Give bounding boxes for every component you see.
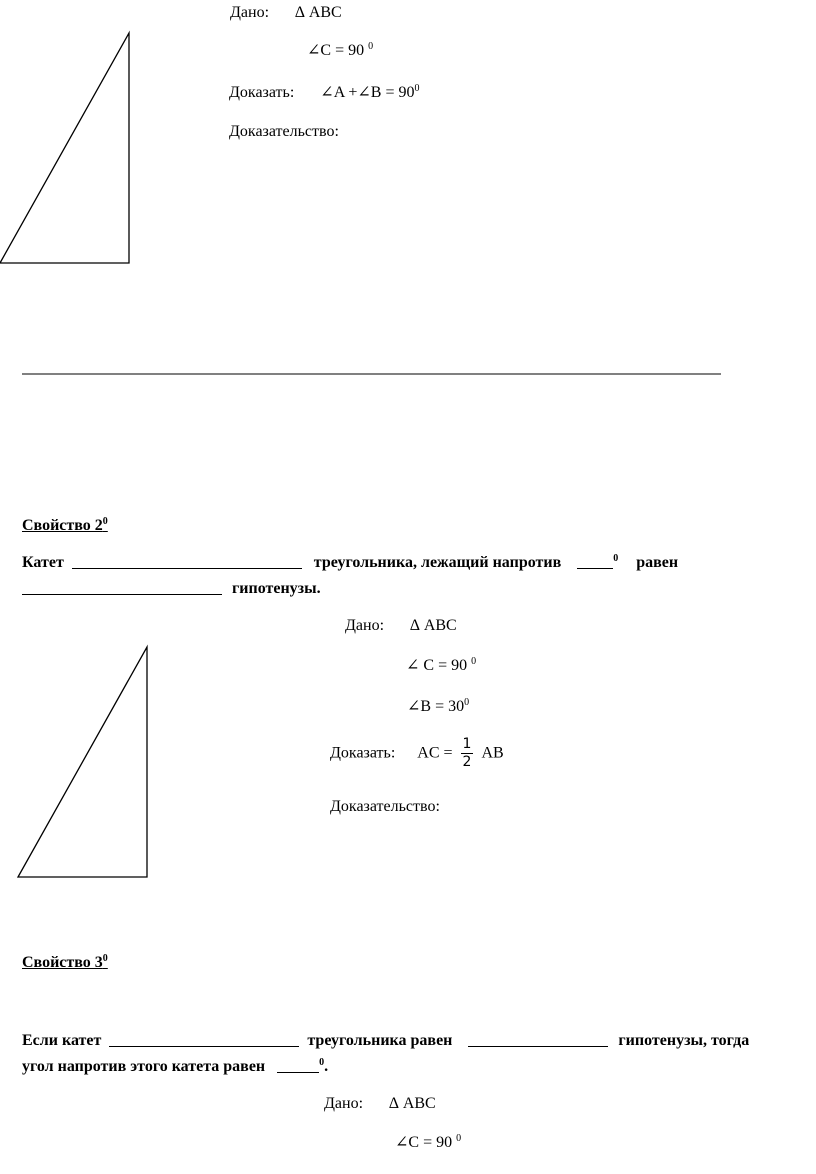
given-property3: Дано: ∆ ABC <box>324 1095 436 1112</box>
property3-text-line2: угол напротив этого катета равен $^0$. <box>22 1057 329 1075</box>
prove-block1: Доказать: ∠A +∠B = $90^0$ <box>229 83 420 101</box>
proof-label-property2: Доказательство: <box>330 798 440 815</box>
blank-field[interactable] <box>72 554 302 569</box>
prove-property2: Доказать: AC = $\frac{1}{2}$ AB <box>330 736 504 770</box>
angle-c-property3: ∠C = 90 $^0$ <box>395 1133 462 1151</box>
given-block1: Дано: ∆ ABC <box>230 4 342 21</box>
triangle-label: ∆ ABC <box>389 1095 436 1112</box>
blank-field[interactable] <box>468 1032 608 1047</box>
angle-c-block1: ∠C = 90 $^0$ <box>307 41 374 59</box>
proof-label-block1: Доказательство: <box>229 123 339 140</box>
blank-field[interactable] <box>277 1058 319 1073</box>
blank-field[interactable] <box>109 1032 299 1047</box>
triangle-2 <box>18 647 147 877</box>
property3-title: Свойство $3^0$ <box>22 953 108 971</box>
angle-b-property2: ∠B = $30^0$ <box>407 697 470 715</box>
given-property2: Дано: ∆ ABC <box>345 617 457 634</box>
property2-text-line2: гипотенузы. <box>22 579 321 598</box>
triangle-1 <box>0 33 129 263</box>
angle-c-property2: ∠ C = 90 $^0$ <box>406 656 477 674</box>
property3-text-line1: Если катет треугольника равен гипотенузы, тогда <box>22 1032 750 1049</box>
property2-text-line1: Катет треугольника, лежащий напротив $^0$ равен <box>22 553 679 571</box>
property2-title: Свойство $2^0$ <box>22 516 108 534</box>
blank-field[interactable] <box>577 554 613 569</box>
fraction-one-half: $\frac{1}{2}$ <box>462 736 472 770</box>
blank-field[interactable] <box>22 580 222 595</box>
triangle-label: ∆ ABC <box>410 617 457 634</box>
triangle-label: ∆ ABC <box>295 4 342 21</box>
